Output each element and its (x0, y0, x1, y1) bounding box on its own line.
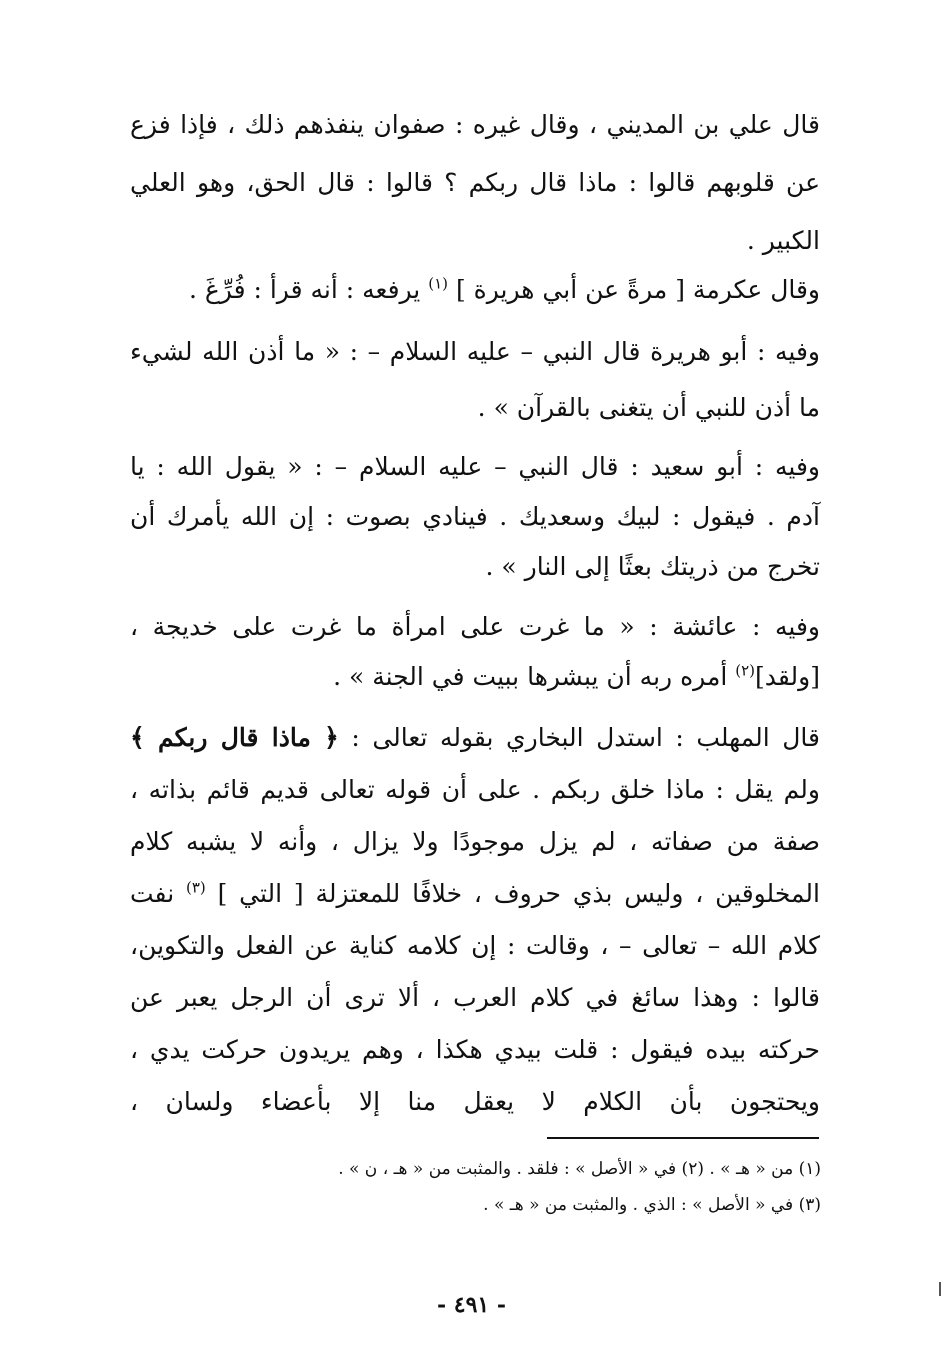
text-line (130, 270, 820, 310)
text-segment: أمره ربه أن يبشرها ببيت في الجنة » . (333, 662, 736, 691)
text-segment: المخلوقين ، وليس بذي حروف ، خلافًا للمعتزلة [ التي ] (205, 879, 820, 908)
text-segment: قال المهلب : استدل البخاري بقوله تعالى : (338, 723, 820, 752)
text-segment: وقال عكرمة [ مرةً عن أبي هريرة ] (448, 275, 820, 304)
text-line: كلام الله – تعالى – ، وقالت : إن كلامه كناية عن الفعل والتكوين، (130, 931, 820, 960)
footnote-line: (١) من « هـ » . (٢) في « الأصل » : فلقد . والمثبت من « هـ ، ن » . (338, 1159, 821, 1179)
text-line (130, 874, 820, 914)
text-line: قال علي بن المديني ، وقال غيره : صفوان ينفذهم ذلك ، فإذا فزع (130, 110, 820, 139)
text-line: عن قلوبهم قالوا : ماذا قال ربكم ؟ قالوا : قال الحق، وهو العلي (130, 168, 820, 197)
text-line: حركته بيده فيقول : قلت بيدي هكذا ، وهم يريدون حركت يدي ، (130, 1035, 820, 1064)
scan-edge-mark (939, 1282, 941, 1296)
text-line: ويحتجون بأن الكلام لا يعقل منا إلا بأعضاء ولسان ، (130, 1087, 820, 1116)
text-segment: نفت (130, 879, 186, 908)
text-line: تخرج من ذريتك بعثًا إلى النار » . (485, 552, 820, 581)
text-line: قالوا : وهذا سائغ في كلام العرب ، ألا ترى أن الرجل يعبر عن (130, 983, 820, 1012)
text-line: صفة من صفاته ، لم يزل موجودًا ولا يزال ، وأنه لا يشبه كلام (130, 827, 820, 856)
text-line: الكبير . (746, 226, 820, 255)
quran-quote: ﴿ ماذا قال ربكم ﴾ (130, 723, 339, 752)
page-number: - ٤٩١ - (436, 1292, 507, 1318)
text-line: ولم يقل : ماذا خلق ربكم . على أن قوله تعالى قديم قائم بذاته ، (130, 775, 820, 804)
text-segment: [ولقد] (755, 662, 820, 691)
text-line (130, 718, 820, 758)
text-line: ما أذن للنبي أن يتغنى بالقرآن » . (477, 393, 820, 422)
text-segment: يرفعه : أنه قرأ : فُرِّغَ . (188, 275, 429, 304)
text-line (130, 657, 820, 697)
text-line: وفيه : أبو سعيد : قال النبي – عليه السلام – : « يقول الله : يا (130, 452, 820, 481)
footnote-line: (٣) في « الأصل » : الذي . والمثبت من « هـ » . (483, 1195, 821, 1215)
footnote-marker-2: (٢) (735, 661, 756, 680)
text-line: وفيه : أبو هريرة قال النبي – عليه السلام – : « ما أذن الله لشيء (130, 337, 820, 366)
text-line: وفيه : عائشة : « ما غرت على امرأة ما غرت على خديجة ، (130, 612, 820, 641)
footnote-marker-1: (١) (428, 274, 448, 293)
text-line: آدم . فيقول : لبيك وسعديك . فينادي بصوت : إن الله يأمرك أن (130, 502, 820, 531)
footnote-divider (547, 1137, 819, 1139)
footnote-marker-3: (٣) (185, 878, 206, 897)
